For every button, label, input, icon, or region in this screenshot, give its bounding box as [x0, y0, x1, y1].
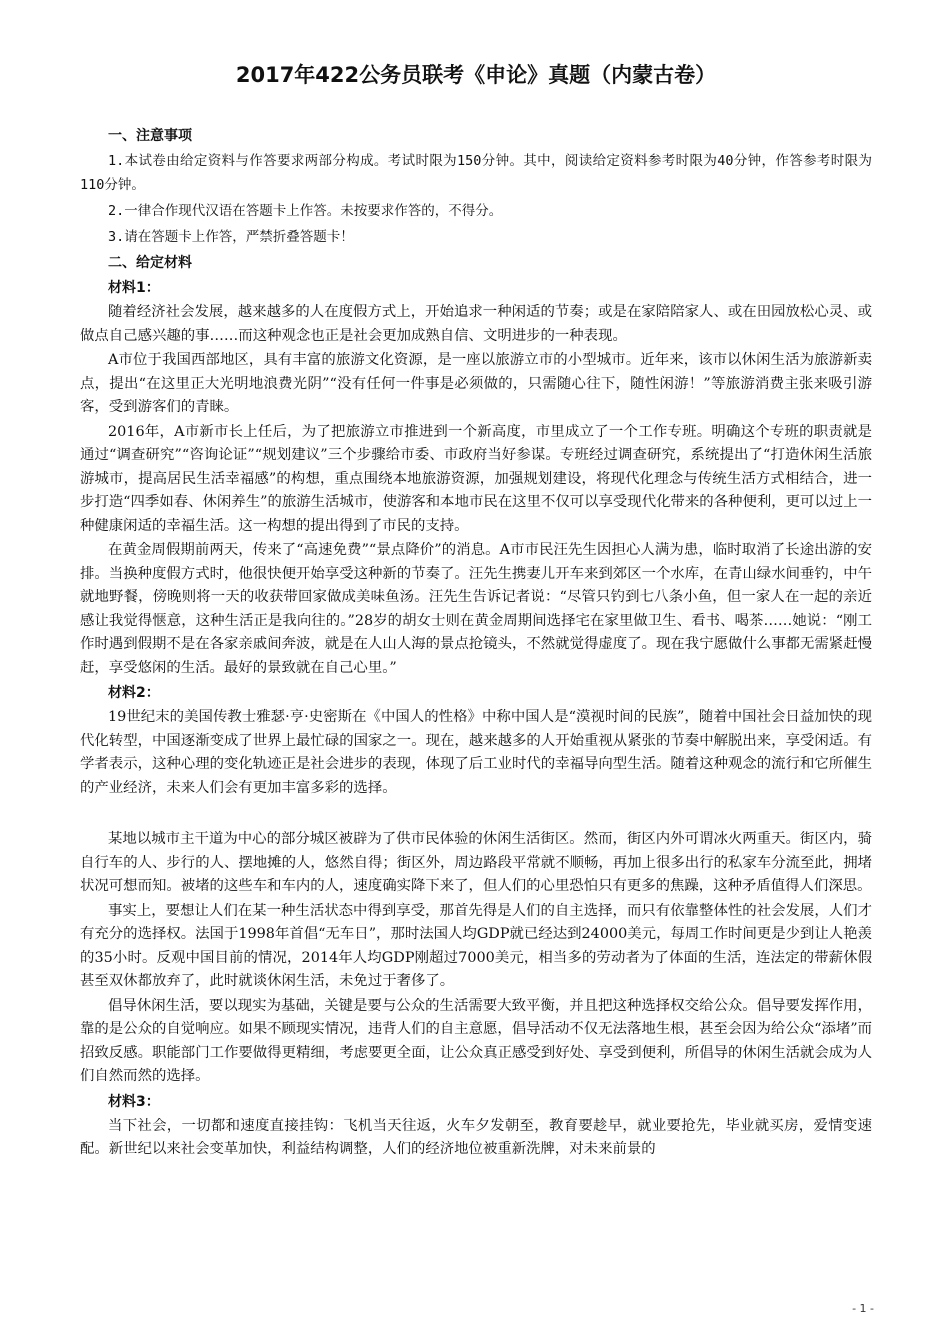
section-heading-notes: 一、注意事项 — [108, 128, 192, 144]
page-number: - 1 - — [852, 1302, 874, 1315]
material-1-paragraph: A市位于我国西部地区，具有丰富的旅游文化资源，是一座以旅游立市的小型城市。近年来，该市以休闲生活为旅游新卖点，提出“在这里正大光明地浪费光阴”“没有任何一件事是必须做的，只需随心往下，随性闲游！”等旅游消费主张来吸引游客，受到游客们的青睐。 — [80, 352, 872, 415]
material-2-paragraph: 某地以城市主干道为中心的部分城区被辟为了供市民体验的休闲生活街区。然而，街区内外可谓冰火两重天。街区内，骑自行车的人、步行的人、摆地摊的人，悠然自得；街区外，周边路段平常就不顺畅，再加上很多出行的私家车分流至此，拥堵状况可想而知。被堵的这些车和车内的人，速度确实降下来了，但人们的心里恐怕只有更多的焦躁，这种矛盾值得人们深思。 — [80, 831, 872, 894]
material-2-heading: 材料2： — [108, 685, 160, 701]
note-item: 2.一律合作现代汉语在答题卡上作答。未按要求作答的，不得分。 — [108, 203, 503, 219]
note-item: 3.请在答题卡上作答，严禁折叠答题卡！ — [108, 229, 354, 245]
material-2-paragraph: 倡导休闲生活，要以现实为基础，关键是要与公众的生活需要大致平衡，并且把这种选择权交给公众。倡导要发挥作用，靠的是公众的自觉响应。如果不顾现实情况，违背人们的自主意愿，倡导活动不仅无法落地生根，甚至会因为给公众“添堵”而招致反感。职能部门工作要做得更精细，考虑要更全面，让公众真正感受到好处、享受到便利，所倡导的休闲生活就会成为人们自然而然的选择。 — [80, 997, 872, 1084]
document-title: 2017年422公务员联考《申论》真题（内蒙古卷） — [235, 63, 717, 87]
section-heading-materials: 二、给定材料 — [108, 255, 192, 271]
material-2-paragraph: 事实上，要想让人们在某一种生活状态中得到享受，那首先得是人们的自主选择，而只有依靠整体性的社会发展，人们才有充分的选择权。法国于1998年首倡“无车日”，那时法国人均GDP就已经达到24000美元，每周工作时间更是少到让人艳羡的35小时。反观中国目前的情况，2014年人均GDP刚超过7000美元，相当多的劳动者为了体面的生活，连法定的带薪休假甚至双休都放弃了，此时就谈休闲生活，未免过于奢侈了。 — [80, 902, 872, 989]
document-page — [80, 60, 872, 1163]
material-2-paragraph: 19世纪末的美国传教士雅瑟·亨·史密斯在《中国人的性格》中称中国人是“漠视时间的民族”，随着中国社会日益加快的现代化转型，中国逐渐变成了世界上最忙碌的国家之一。现在，越来越多的人开始重视从紧张的节奏中解脱出来，享受闲适。有学者表示，这种心理的变化轨迹正是社会进步的表现，体现了后工业时代的幸福导向型生活。随着这种观念的流行和它所催生的产业经济，未来人们会有更加丰富多彩的选择。 — [80, 709, 872, 796]
material-1-paragraph: 2016年，A市新市长上任后，为了把旅游立市推进到一个新高度，市里成立了一个工作专班。明确这个专班的职责就是通过“调查研究”“咨询论证”“规划建议”三个步骤给市委、市政府当好参谋。专班经过调查研究，系统提出了“打造休闲生活旅游城市，提高居民生活幸福感”的构想，重点围绕本地旅游资源，加强规划建设，将现代化理念与传统生活方式相结合，进一步打造“四季如春、休闲养生”的旅游生活城市，使游客和本地市民在这里不仅可以享受现代化带来的各种便利，更可以过上一种健康闲适的幸福生活。这一构想的提出得到了市民的支持。 — [80, 423, 872, 534]
material-1-paragraph: 随着经济社会发展，越来越多的人在度假方式上，开始追求一种闲适的节奏；或是在家陪陪家人、或在田园放松心灵、或做点自己感兴趣的事……而这种观念也正是社会更加成熟自信、文明进步的一种表现。 — [80, 304, 872, 344]
material-1-heading: 材料1： — [108, 280, 160, 296]
material-3-heading: 材料3： — [108, 1093, 160, 1110]
material-1-paragraph: 在黄金周假期前两天，传来了“高速免费”“景点降价”的消息。A市市民汪先生因担心人满为患，临时取消了长途出游的安排。当换种度假方式时，他很快便开始享受这种新的节奏了。汪先生携妻儿开车来到郊区一个水库，在青山绿水间垂钓，中午就地野餐，傍晚则将一天的收获带回家做成美味鱼汤。汪先生告诉记者说：“尽管只钓到七八条小鱼，但一家人在一起的亲近感让我觉得惬意，这种生活正是我向往的。”28岁的胡女士则在黄金周期间选择宅在家里做卫生、看书、喝茶……她说：“刚工作时遇到假期不是在各家亲戚间奔波，就是在人山人海的景点抢镜头，不然就觉得虚度了。现在我宁愿做什么事都无需紧赶慢赶，享受悠闲的生活。最好的景致就在自己心里。” — [80, 542, 872, 676]
note-item: 1.本试卷由给定资料与作答要求两部分构成。考试时限为150分钟。其中，阅读给定资料参考时限为40分钟，作答参考时限为110分钟。 — [80, 153, 872, 193]
material-3-paragraph: 当下社会，一切都和速度直接挂钩：飞机当天往返，火车夕发朝至，教育要趁早，就业要抢先，毕业就买房，爱情变速配。新世纪以来社会变革加快，利益结构调整，人们的经济地位被重新洗牌，对未来前景的 — [80, 1117, 872, 1157]
